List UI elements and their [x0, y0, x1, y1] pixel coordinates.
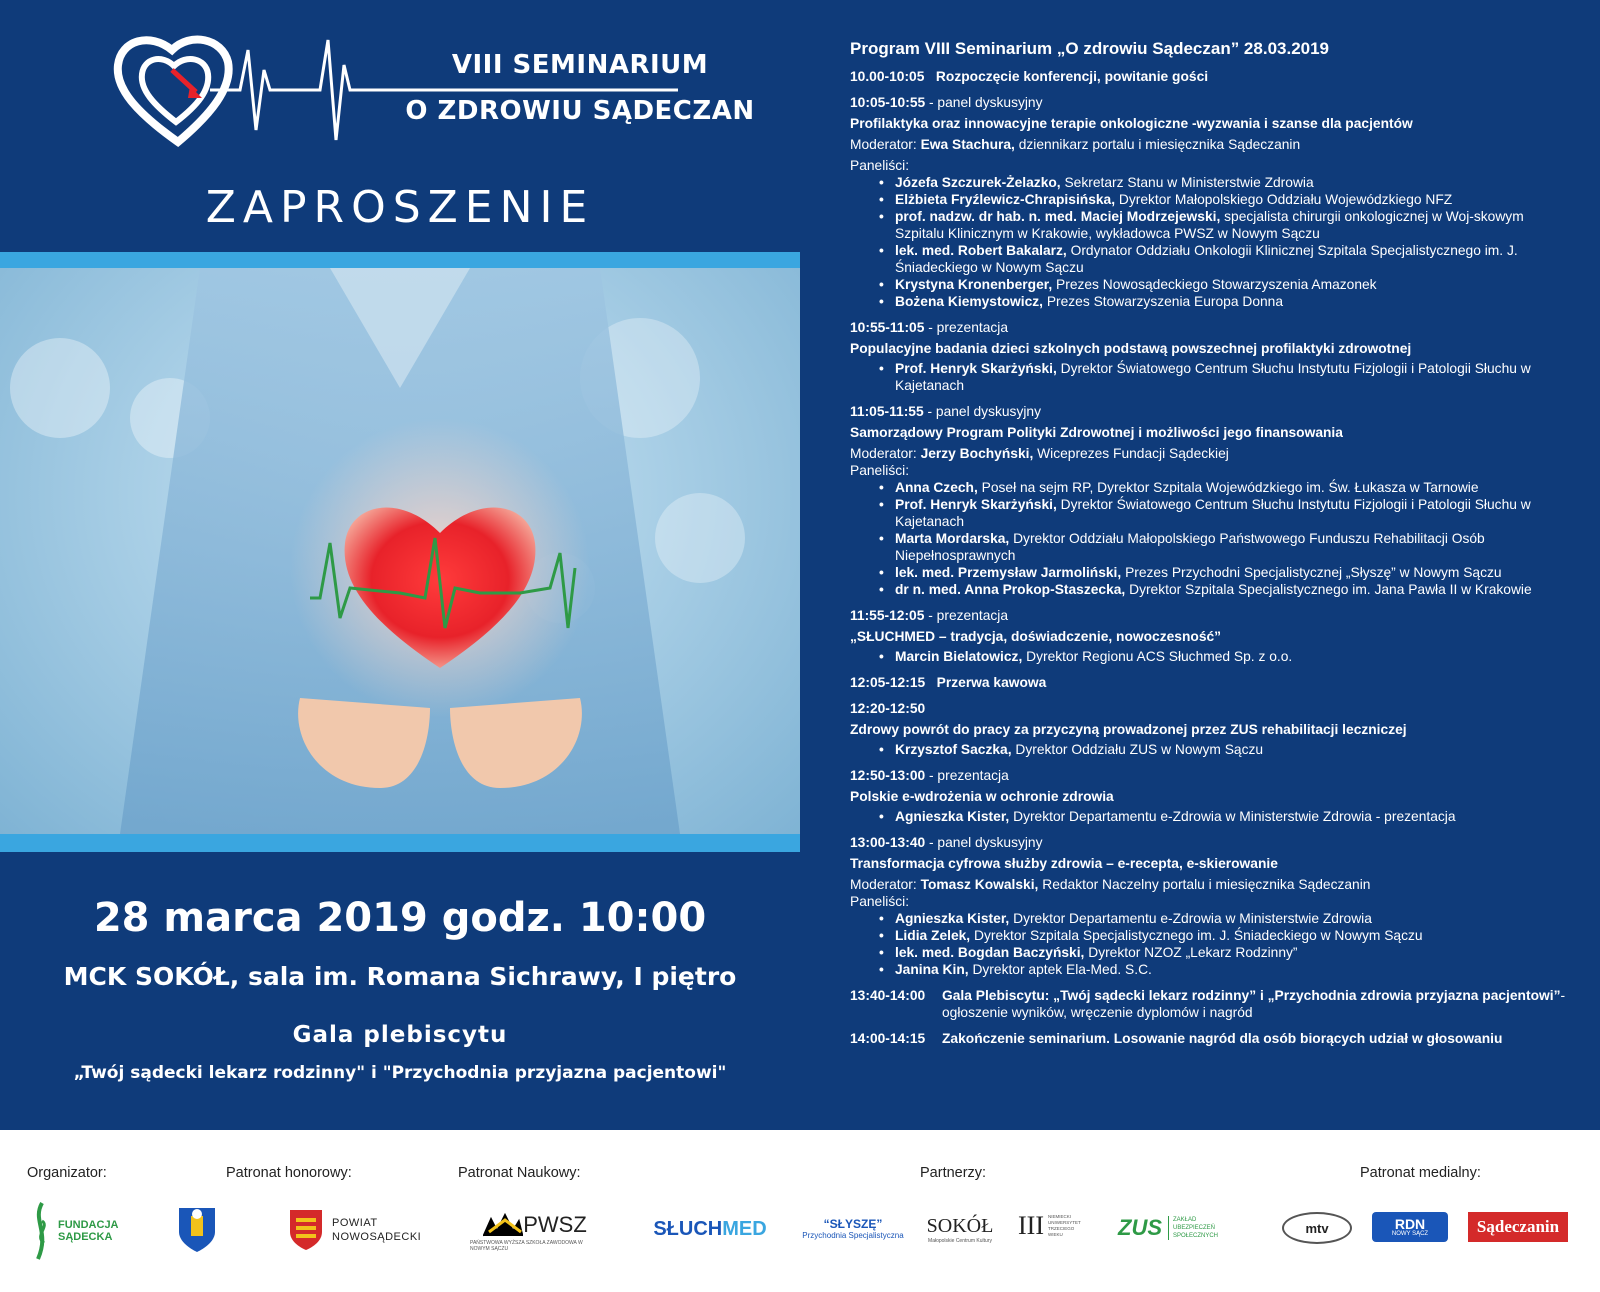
session-topic: Populacyjne badania dzieci szkolnych podstawą powszechnej profilaktyki zdrowotnej [850, 341, 1412, 356]
slysze-text: “SŁYSZĘ” [823, 1216, 883, 1231]
media-patronage-label: Patronat medialny: [1360, 1165, 1481, 1181]
panelist-name: Marta Mordarska, [895, 531, 1010, 546]
session-time: 12:20-12:50 [850, 701, 926, 716]
moderator-name: Ewa Stachura, [920, 137, 1015, 152]
program-item [850, 834, 1570, 978]
panelist-list [895, 808, 1570, 825]
zus-logo[interactable] [1118, 1210, 1228, 1246]
session-time: 11:05-11:55 [850, 404, 924, 419]
powiat-text-2: NOWOSĄDECKI [332, 1231, 422, 1243]
session-kind: - prezentacja [924, 608, 1009, 623]
session-kind: - panel dyskusyjny [923, 404, 1041, 419]
session-time: 10:05-10:55 [850, 95, 926, 110]
panelist-role: Prezes Nowosądeckiego Stowarzyszenia Amazonek [1052, 277, 1377, 292]
panelist-name: dr n. med. Anna Prokop-Staszecka, [895, 582, 1126, 597]
list-item [895, 293, 1570, 310]
sluchmed-logo[interactable] [640, 1214, 780, 1244]
list-item [895, 174, 1570, 191]
moderator-role: Wiceprezes Fundacji Sądeckiej [1033, 446, 1229, 461]
hero-photo [0, 268, 800, 834]
program-item [850, 607, 1570, 665]
panelist-name: Anna Czech, [895, 480, 978, 495]
event-date: 28 marca 2019 godz. 10:00 [93, 895, 707, 941]
session-time: 10.00-10:05 [850, 69, 925, 84]
panelists-label: Paneliści: [850, 158, 910, 173]
session-kind: - panel dyskusyjny [925, 835, 1043, 850]
panelist-list [895, 174, 1570, 310]
panelist-name: Janina Kin, [895, 962, 969, 977]
list-item [895, 581, 1570, 598]
panelist-name: Józefa Szczurek-Żelazko, [895, 175, 1061, 190]
session-time: 10:55-11:05 [850, 320, 925, 335]
program-item [850, 674, 1570, 691]
session-title [942, 987, 1570, 1021]
logo-title-line1: VIII SEMINARIUM [451, 50, 709, 80]
sluchmed-text-b: MED [722, 1217, 767, 1240]
panelist-role: Dyrektor Światowego Centrum Słuchu Instytutu Fizjologii i Patologii Słuchu w Kajetanach [895, 497, 1531, 529]
slysze-subtext: Przychodnia Specjalistyczna [802, 1230, 904, 1240]
panelist-name: Bożena Kiemystowicz, [895, 294, 1043, 309]
session-time: 12:50-13:00 [850, 768, 926, 783]
list-item [895, 479, 1570, 496]
session-topic: Profilaktyka oraz innowacyjne terapie onkologiczne -wyzwania i szanse dla pacjentów [850, 116, 1413, 131]
session-time: 13:40-14:00 [850, 988, 926, 1003]
fundacja-sadecka-logo[interactable] [30, 1200, 120, 1262]
panelist-name: prof. nadzw. dr hab. n. med. Maciej Modrzejewski, [895, 209, 1221, 224]
heart-pulse-logo-icon [110, 30, 710, 150]
gala-subtitle: „Twój sądecki lekarz rodzinny" i "Przychodnia przyjazna pacjentowi" [73, 1063, 727, 1083]
pwsz-subtext: PAŃSTWOWA WYŻSZA SZKOŁA ZAWODOWA W NOWYM SĄCZU [470, 1240, 583, 1252]
mtv-logo[interactable] [1282, 1212, 1352, 1244]
panelist-name: lek. med. Bogdan Baczyński, [895, 945, 1085, 960]
program-item [850, 1030, 1570, 1047]
scientific-patronage-label: Patronat Naukowy: [458, 1165, 581, 1181]
fundacja-text-1: FUNDACJA [58, 1219, 119, 1231]
panelist-role: Prezes Stowarzyszenia Europa Donna [1042, 294, 1284, 309]
panelist-role: specjalista chirurgii onkologicznej w Woj-skowym Szpitalu Klinicznym w Krakowie, wykładowca PWSZ w Nowym Sączu [895, 209, 1524, 241]
moderator-name: Jerzy Bochyński, [920, 446, 1034, 461]
session-kind: - panel dyskusyjny [925, 95, 1043, 110]
panelist-name: Agnieszka Kister, [895, 809, 1010, 824]
panelist-name: Prof. Henryk Skarżyński, [895, 361, 1057, 376]
gala-session-title: Gala Plebiscytu: „Twój sądecki lekarz rodzinny” i „Przychodnia zdrowia przyjazna pacjentowi” [942, 988, 1561, 1003]
coat-of-arms-icon [177, 1206, 217, 1254]
moderator-role: Redaktor Naczelny portalu i miesięcznika Sądeczanin [1038, 877, 1371, 892]
list-item [895, 648, 1570, 665]
seminar-logo [110, 30, 755, 150]
logo-title-line2: O ZDROWIU SĄDECZAN [405, 96, 755, 126]
list-item [895, 808, 1570, 825]
session-time: 11:55-12:05 [850, 608, 925, 623]
list-item [895, 360, 1570, 394]
sokol-text: SOKÓŁ [926, 1214, 994, 1237]
mtv-text: mtv [1305, 1220, 1329, 1236]
list-item [895, 741, 1570, 758]
sokol-subtext: Małopolskie Centrum Kultury [928, 1237, 992, 1244]
program-item [850, 68, 1570, 85]
list-item [895, 961, 1570, 978]
list-item [895, 496, 1570, 530]
program-item [850, 319, 1570, 394]
sluchmed-text-a: SŁUCH [653, 1217, 723, 1240]
organizer-label: Organizator: [27, 1165, 107, 1181]
program-item [850, 700, 1570, 758]
rdn-text: RDN [1394, 1216, 1426, 1232]
panelist-role: Dyrektor Departamentu e-Zdrowia w Ministerstwie Zdrowia - prezentacja [1009, 809, 1456, 824]
sadeczanin-logo[interactable] [1468, 1212, 1568, 1242]
session-time: 14:00-14:15 [850, 1031, 926, 1046]
panelist-list [895, 910, 1570, 978]
panelist-role: Dyrektor Departamentu e-Zdrowia w Ministerstwie Zdrowia [1009, 911, 1372, 926]
utw-subtext: NIEMIECKI UNIWERSYTET TRZECIEGO WIEKU [1047, 1214, 1081, 1237]
panelist-role: Prezes Przychodni Specjalistycznej „Słyszę” w Nowym Sączu [1121, 565, 1502, 580]
gala-session-note: - ogłoszenie wyników, wręczenie dyplomów i nagród [942, 988, 1566, 1020]
panelist-list [895, 741, 1570, 758]
sadeczanin-text: Sądeczanin [1476, 1217, 1560, 1236]
panelist-name: Krzysztof Saczka, [895, 742, 1012, 757]
list-item [895, 564, 1570, 581]
panelist-name: lek. med. Przemysław Jarmoliński, [895, 565, 1122, 580]
session-topic: Transformacja cyfrowa służby zdrowia – e-recepta, e-skierowanie [850, 856, 1278, 871]
slysze-logo[interactable] [798, 1208, 908, 1248]
panelist-role: Dyrektor Oddziału ZUS w Nowym Sączu [1011, 742, 1264, 757]
program-title: Program VIII Seminarium „O zdrowiu Sądeczan” 28.03.2019 [850, 39, 1330, 58]
panelist-name: Prof. Henryk Skarżyński, [895, 497, 1057, 512]
program-item [850, 767, 1570, 825]
panelist-role: Poseł na sejm RP, Dyrektor Szpitala Wojewódzkiego im. Św. Łukasza w Tarnowie [977, 480, 1479, 495]
hands-holding-heart-illustration [0, 268, 800, 834]
session-title: Rozpoczęcie konferencji, powitanie gości [935, 69, 1209, 84]
panelist-role: Dyrektor Regionu ACS Słuchmed Sp. z o.o. [1022, 649, 1293, 664]
list-item [895, 530, 1570, 564]
list-item [895, 208, 1570, 242]
rdn-logo[interactable] [1372, 1212, 1448, 1242]
session-topic: „SŁUCHMED – tradycja, doświadczenie, nowoczesność” [850, 629, 1222, 644]
session-topic: Zdrowy powrót do pracy za przyczyną prowadzonej przez ZUS rehabilitacji leczniczej [850, 722, 1407, 737]
moderator-name: Tomasz Kowalski, [920, 877, 1039, 892]
rdn-subtext: NOWY SĄCZ [1391, 1231, 1429, 1237]
partners-label: Partnerzy: [920, 1165, 987, 1181]
moderator-label: Moderator: [850, 137, 921, 152]
panelist-role: Dyrektor NZOZ „Lekarz Rodzinny” [1084, 945, 1298, 960]
powiat-nowosadecki-logo[interactable] [288, 1206, 428, 1254]
panelists-label: Paneliści: [850, 894, 910, 909]
panelist-name: Agnieszka Kister, [895, 911, 1010, 926]
panelist-name: Marcin Bielatowicz, [895, 649, 1023, 664]
fundacja-text-2: SĄDECKA [58, 1231, 113, 1243]
utw-text: III [1018, 1211, 1044, 1240]
zus-text: ZUS [1118, 1215, 1162, 1240]
panelist-list [895, 648, 1570, 665]
list-item [895, 191, 1570, 208]
list-item [895, 927, 1570, 944]
zus-subtext: ZAKŁAD UBEZPIECZEŃ SPOŁECZNYCH [1168, 1216, 1218, 1240]
panelist-list [895, 360, 1570, 394]
session-time: 12:05-12:15 [850, 675, 926, 690]
panelist-role: Dyrektor Szpitala Specjalistycznego im. J. Śniadeckiego w Nowym Sączu [970, 928, 1423, 943]
panelist-name: Lidia Zelek, [895, 928, 971, 943]
panelist-name: Krystyna Kronenberger, [895, 277, 1053, 292]
powiat-shield-icon [288, 1208, 324, 1252]
panelist-list [895, 479, 1570, 598]
program-schedule [850, 38, 1570, 1056]
moderator-label: Moderator: [850, 877, 921, 892]
panelist-role: Dyrektor Małopolskiego Oddziału Wojewódzkiego NFZ [1115, 192, 1453, 207]
session-topic: Polskie e-wdrożenia w ochronie zdrowia [850, 789, 1114, 804]
program-item [850, 94, 1570, 310]
pwsz-mountains-icon [483, 1212, 523, 1238]
powiat-text-1: POWIAT [332, 1217, 378, 1229]
list-item [895, 910, 1570, 927]
panelist-role: Ordynator Oddziału Onkologii Klinicznej Szpitala Specjalistycznego im. J. Śniadeckiego w Nowym Sączu [895, 243, 1518, 275]
gala-title: Gala plebiscytu [292, 1022, 508, 1048]
moderator-role: dziennikarz portalu i miesięcznika Sądeczanin [1014, 137, 1301, 152]
moderator-label: Moderator: [850, 446, 921, 461]
pwsz-text: PWSZ [523, 1212, 587, 1237]
panelist-name: lek. med. Robert Bakalarz, [895, 243, 1067, 258]
panelist-role: Dyrektor Oddziału Małopolskiego Państwowego Funduszu Rehabilitacji Osób Niepełnosprawnych [895, 531, 1485, 563]
panelist-name: Elżbieta Fryźlewicz-Chrapisińska, [895, 192, 1116, 207]
session-kind: - prezentacja [924, 320, 1009, 335]
list-item [895, 944, 1570, 961]
invitation-heading: ZAPROSZENIE [205, 182, 595, 233]
session-title: Zakończenie seminarium. Losowanie nagród dla osób biorących udział w głosowaniu [942, 1031, 1503, 1046]
honorary-patronage-label: Patronat honorowy: [226, 1165, 352, 1181]
utw-logo[interactable] [1018, 1200, 1098, 1252]
session-topic: Samorządowy Program Polityki Zdrowotnej i możliwości jego finansowania [850, 425, 1343, 440]
city-coat-of-arms-logo[interactable] [176, 1206, 218, 1254]
hero-photo-frame [0, 252, 800, 852]
sokol-logo[interactable] [920, 1208, 1000, 1250]
panelists-label: Paneliści: [850, 463, 910, 478]
program-item [850, 987, 1570, 1021]
fundacja-leaf-icon [30, 1201, 52, 1261]
session-title: Przerwa kawowa [936, 675, 1047, 690]
list-item [895, 242, 1570, 276]
pwsz-logo[interactable] [470, 1206, 600, 1258]
session-time: 13:00-13:40 [850, 835, 926, 850]
panelist-role: Dyrektor aptek Ela-Med. S.C. [968, 962, 1152, 977]
panelist-role: Sekretarz Stanu w Ministerstwie Zdrowia [1060, 175, 1314, 190]
list-item [895, 276, 1570, 293]
program-item [850, 403, 1570, 598]
panelist-role: Dyrektor Szpitala Specjalistycznego im. Jana Pawła II w Krakowie [1125, 582, 1532, 597]
panelist-role: Dyrektor Światowego Centrum Słuchu Instytutu Fizjologii i Patologii Słuchu w Kajetanach [895, 361, 1531, 393]
event-venue: MCK SOKÓŁ, sala im. Romana Sichrawy, I piętro [63, 962, 737, 991]
session-kind: - prezentacja [925, 768, 1009, 783]
